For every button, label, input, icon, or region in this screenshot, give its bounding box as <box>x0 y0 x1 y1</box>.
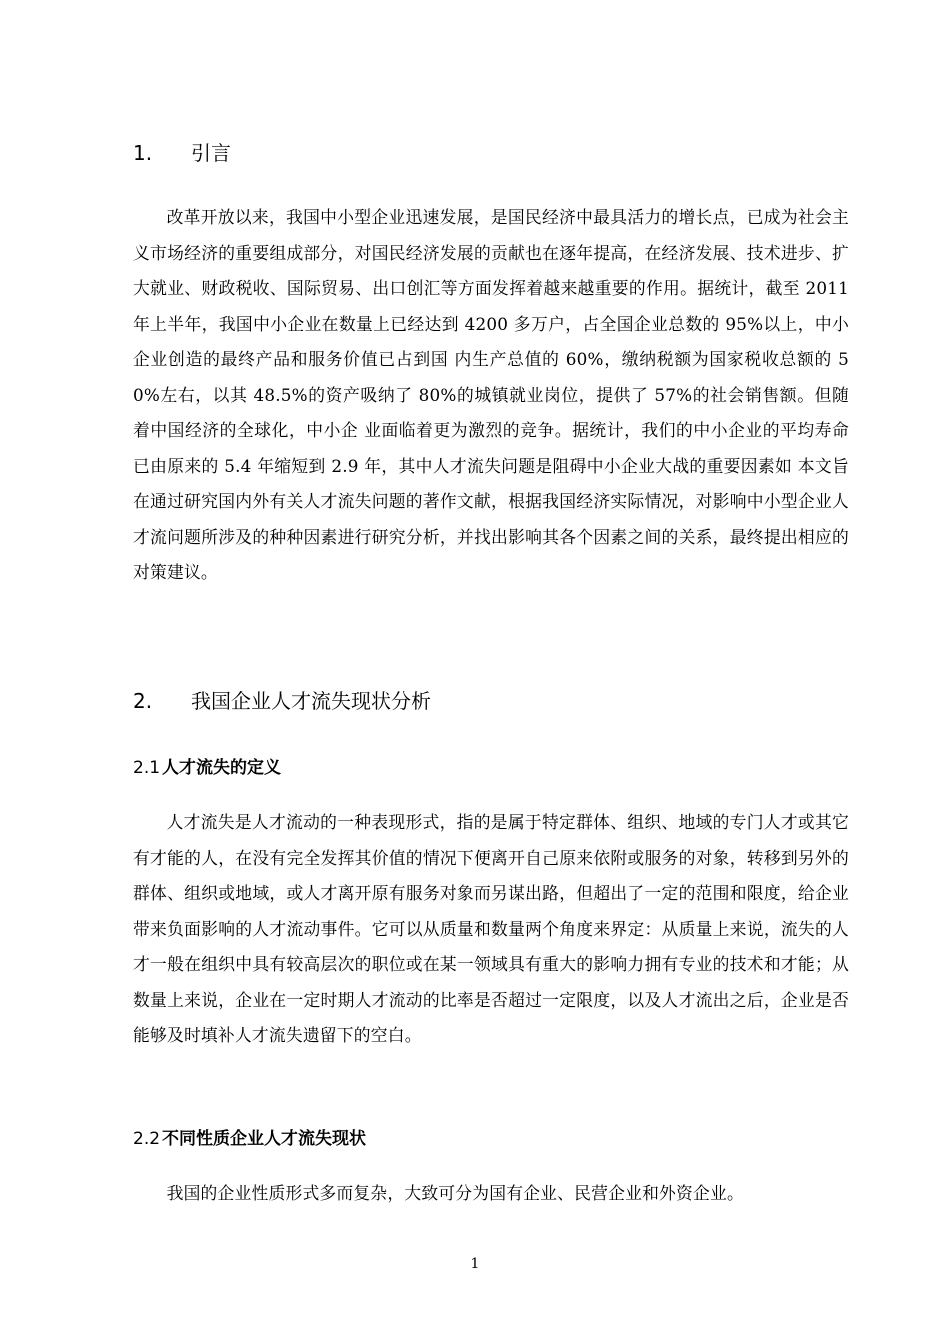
enterprise-types-paragraph: 我国的企业性质形式多而复杂，大致可分为国有企业、民营企业和外资企业。 <box>166 1183 744 1203</box>
section-2-number: 2. <box>133 689 153 713</box>
intro-paragraph: 改革开放以来，我国中小型企业迅速发展，是国民经济中最具活力的增长点，已成为社会主义市场经济的重要组成部分，对国民经济发展的贡献也在逐年提高，在经济发展、技术进步、扩大就业、财政税收、国际贸易、出口创汇等方面发挥着越来越重要的作用。据统计，截至 2011 年上半年，我国中小企业在数量上已经达到 4200 多万户，占全国企业总数的 95%以上，中小企业创造的最终产品和服务价值已占到国 内生产总值的 60%，缴纳税额为国家税收总额的 50%左右，以其 48.5%的资产吸纳了 80%的城镇就业岗位，提供了 57%的社会销售额。但随着中国经济的全球化，中小企 业面临着更为激烈的竞争。据统计，我们的中小企业的平均寿命已由原来的 5.4 年缩短到 2.9 年，其中人才流失问题是阻碍中小企业大战的重要因素如 本文旨在通过研究国内外有关人才流失问题的著作文献，根据我国经济实际情况，对影响中小型企业人才流问题所涉及的种种因素进行研究分析，并找出影响其各个因素之间的关系，最终提出相应的对策建议。 <box>133 207 849 582</box>
section-1-title: 引言 <box>191 141 231 165</box>
section-2-title: 我国企业人才流失现状分析 <box>191 689 431 713</box>
subsection-2-2-title: 不同性质企业人才流失现状 <box>162 1129 367 1149</box>
subsection-2-2-heading <box>133 1126 366 1152</box>
talent-loss-definition-paragraph: 人才流失是人才流动的一种表现形式，指的是属于特定群体、组织、地域的专门人才或其它有才能的人，在没有完全发挥其价值的情况下便离开自己原来依附或服务的对象，转移到另外的群体、组织或地域，或人才离开原有服务对象而另谋出路，但超出了一定的范围和限度，给企业带来负面影响的人才流动事件。它可以从质量和数量两个角度来界定：从质量上来说，流失的人才一般在组织中具有较高层次的职位或在某一领域具有重大的影响力拥有专业的技术和才能；从数量上来说，企业在一定时期人才流动的比率是否超过一定限度，以及人才流出之后，企业是否能够及时填补人才流失遗留下的空白。 <box>133 812 849 1045</box>
subsection-2-1-number: 2.1 <box>133 758 161 778</box>
section-2-heading <box>133 686 431 716</box>
page-number: 1 <box>470 1256 480 1272</box>
subsection-2-1-heading <box>133 755 281 781</box>
subsection-2-1-title: 人才流失的定义 <box>162 758 282 778</box>
section-1-number: 1. <box>133 141 153 165</box>
section-1-heading <box>133 138 231 168</box>
subsection-2-2-number: 2.2 <box>133 1129 161 1149</box>
